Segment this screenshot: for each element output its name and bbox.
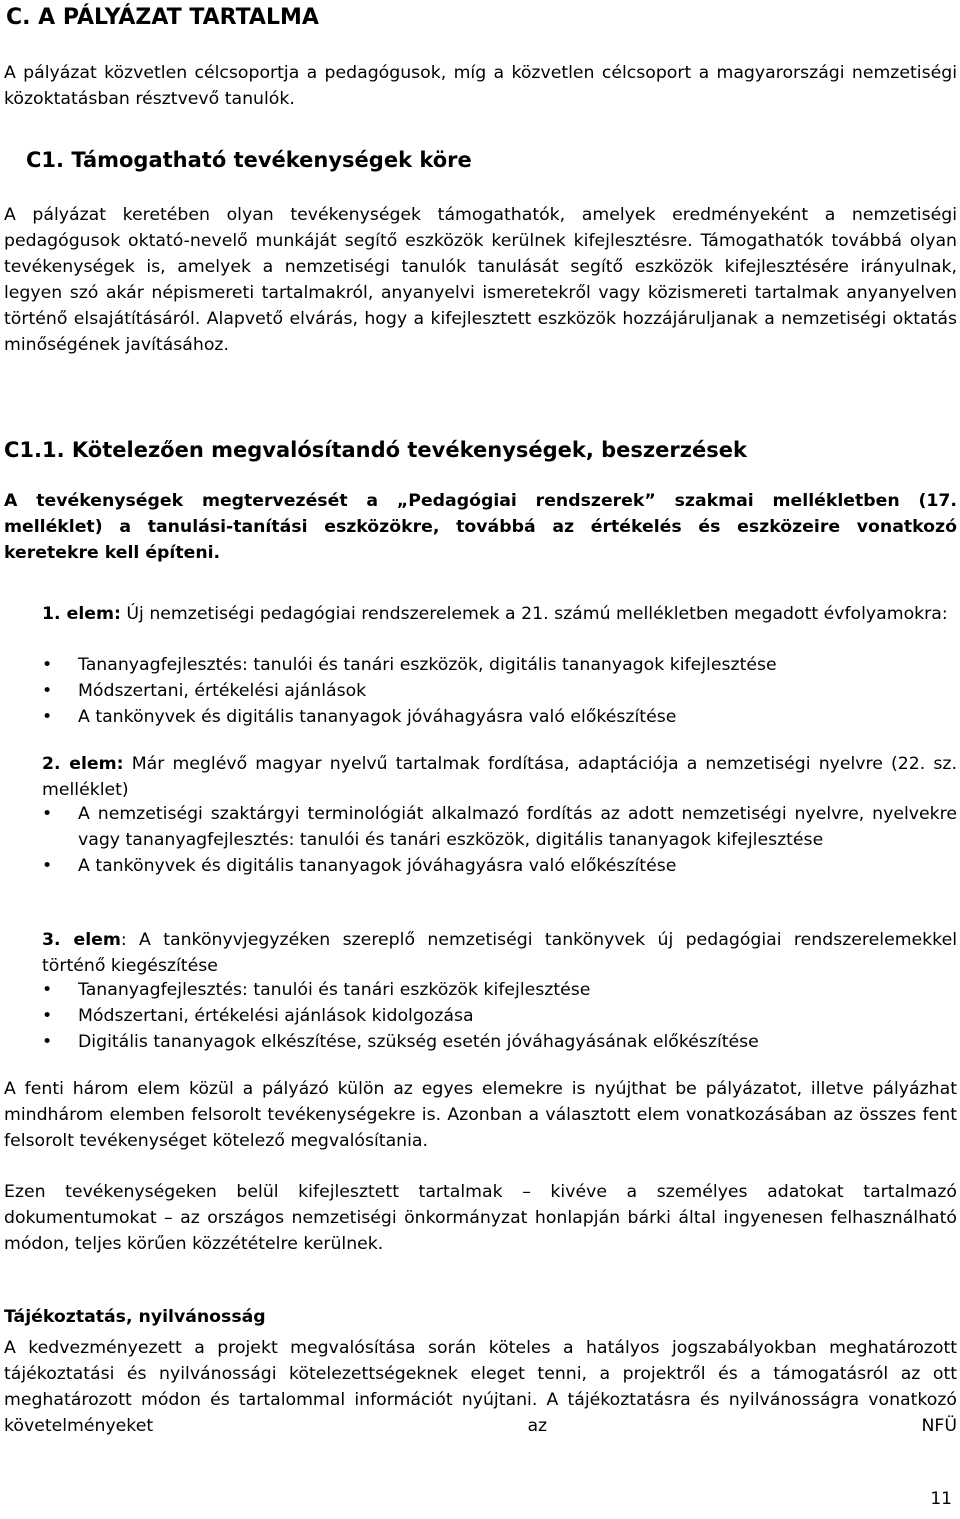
info-paragraph: A kedvezményezett a projekt megvalósítása során köteles a hatályos jogszabályokban meghatározott tájékoztatási és nyilvánossági kötelezettségeknek eleget tenni, a projektről és a támogatásról az ott meghatározott módon és tartalommal információt nyújtani. A tájékoztatásra és nyilvánosságra vonatkozó követelményeket az NFÜ [4,1338,957,1436]
bullet-icon: • [42,1032,53,1052]
section-heading-c1 [26,146,472,174]
c1-number: C1. [26,148,65,172]
element-2-label: 2. elem: [42,754,124,774]
list-item: • Tananyagfejlesztés: tanulói és tanári eszközök, digitális tananyagok kifejlesztése [42,652,957,678]
bullet-icon: • [42,980,53,1000]
element-1-heading [42,601,957,627]
page-number: 11 [930,1489,952,1509]
list-item: • A tankönyvek és digitális tananyagok jóváhagyásra való előkészítése [42,704,957,730]
bullet-icon: • [42,681,53,701]
info-heading: Tájékoztatás, nyilvánosság [4,1307,266,1327]
list-item: • Módszertani, értékelési ajánlások [42,678,957,704]
c11-lead-paragraph: A tevékenységek megtervezését a „Pedagógiai rendszerek” szakmai mellékletben (17. melléklet) a tanulási-tanítási eszközökre, továbbá az értékelés és eszközeire vonatkozó keretekre kell építeni. [4,491,957,563]
element-3-text: : A tankönyvjegyzéken szereplő nemzetiségi tankönyvek új pedagógiai rendszerelemekkel történő kiegészítése [42,930,957,976]
three-elements-paragraph: A fenti három elem közül a pályázó külön az egyes elemekre is nyújthat be pályázatot, illetve pályázhat mindhárom elemben felsorolt tevékenységekre is. Azonban a választott elem vonatkozásában az összes fent felsorolt tevékenységet kötelező megvalósítania. [4,1079,957,1151]
element-2-heading [42,751,957,803]
element-1-list [42,652,957,730]
element-1-label: 1. elem: [42,604,121,624]
intro-paragraph: A pályázat közvetlen célcsoportja a pedagógusok, míg a közvetlen célcsoport a magyarországi nemzetiségi közoktatásban résztvevő tanulók. [4,63,957,109]
bullet-icon: • [42,804,53,824]
list-item: • Tananyagfejlesztés: tanulói és tanári eszközök kifejlesztése [42,977,957,1003]
bullet-icon: • [42,856,53,876]
element-2-list [42,801,957,879]
bullet-icon: • [42,707,53,727]
element-3-label: 3. elem [42,930,121,950]
element-3-list [42,977,957,1055]
element-2-text: Már meglévő magyar nyelvű tartalmak fordítása, adaptációja a nemzetiségi nyelvre (22. sz. melléklet) [42,754,957,800]
c11-number: C1.1. [4,438,65,462]
c1-paragraph: A pályázat keretében olyan tevékenységek támogathatók, amelyek eredményeként a nemzetiségi pedagógusok oktató-nevelő munkáját segítő eszközök kerülnek kifejlesztésre. Támogathatók továbbá olyan tevékenységek is, amelyek a nemzetiségi tanulók tanulását segítő eszközök kifejlesztésére irányulnak, legyen szó akár népismereti tartalmakról, anyanyelvi ismeretekről vagy közismereti tartalmak anyanyelven történő elsajátításáról. Alapvető elvárás, hogy a kifejlesztett eszközök hozzájáruljanak a nemzetiségi oktatás minőségének javításához. [4,205,957,355]
list-item: • A tankönyvek és digitális tananyagok jóváhagyásra való előkészítése [42,853,957,879]
c11-title: Kötelezően megvalósítandó tevékenységek, beszerzések [71,438,747,462]
section-heading-c: C. A PÁLYÁZAT TARTALMA [6,5,319,30]
element-1-text: Új nemzetiségi pedagógiai rendszerelemek a 21. számú mellékletben megadott évfolyamokra: [120,604,948,624]
list-item: • A nemzetiségi szaktárgyi terminológiát alkalmazó fordítás az adott nemzetiségi nyelvre, nyelvekre vagy tananyagfejlesztés: tanulói és tanári eszközök, digitális tananyagok kifejlesztése [42,801,957,853]
element-3-heading [42,927,957,979]
bullet-icon: • [42,655,53,675]
list-item: • Digitális tananyagok elkészítése, szükség esetén jóváhagyásának előkészítése [42,1029,957,1055]
bullet-icon: • [42,1006,53,1026]
section-heading-c11 [4,436,747,464]
c1-title: Támogatható tevékenységek köre [71,148,472,172]
publication-paragraph: Ezen tevékenységeken belül kifejlesztett tartalmak – kivéve a személyes adatokat tartalmazó dokumentumokat – az országos nemzetiségi önkormányzat honlapján bárki által ingyenesen felhasználható módon, teljes körűen közzétételre kerülnek. [4,1182,957,1254]
list-item: • Módszertani, értékelési ajánlások kidolgozása [42,1003,957,1029]
